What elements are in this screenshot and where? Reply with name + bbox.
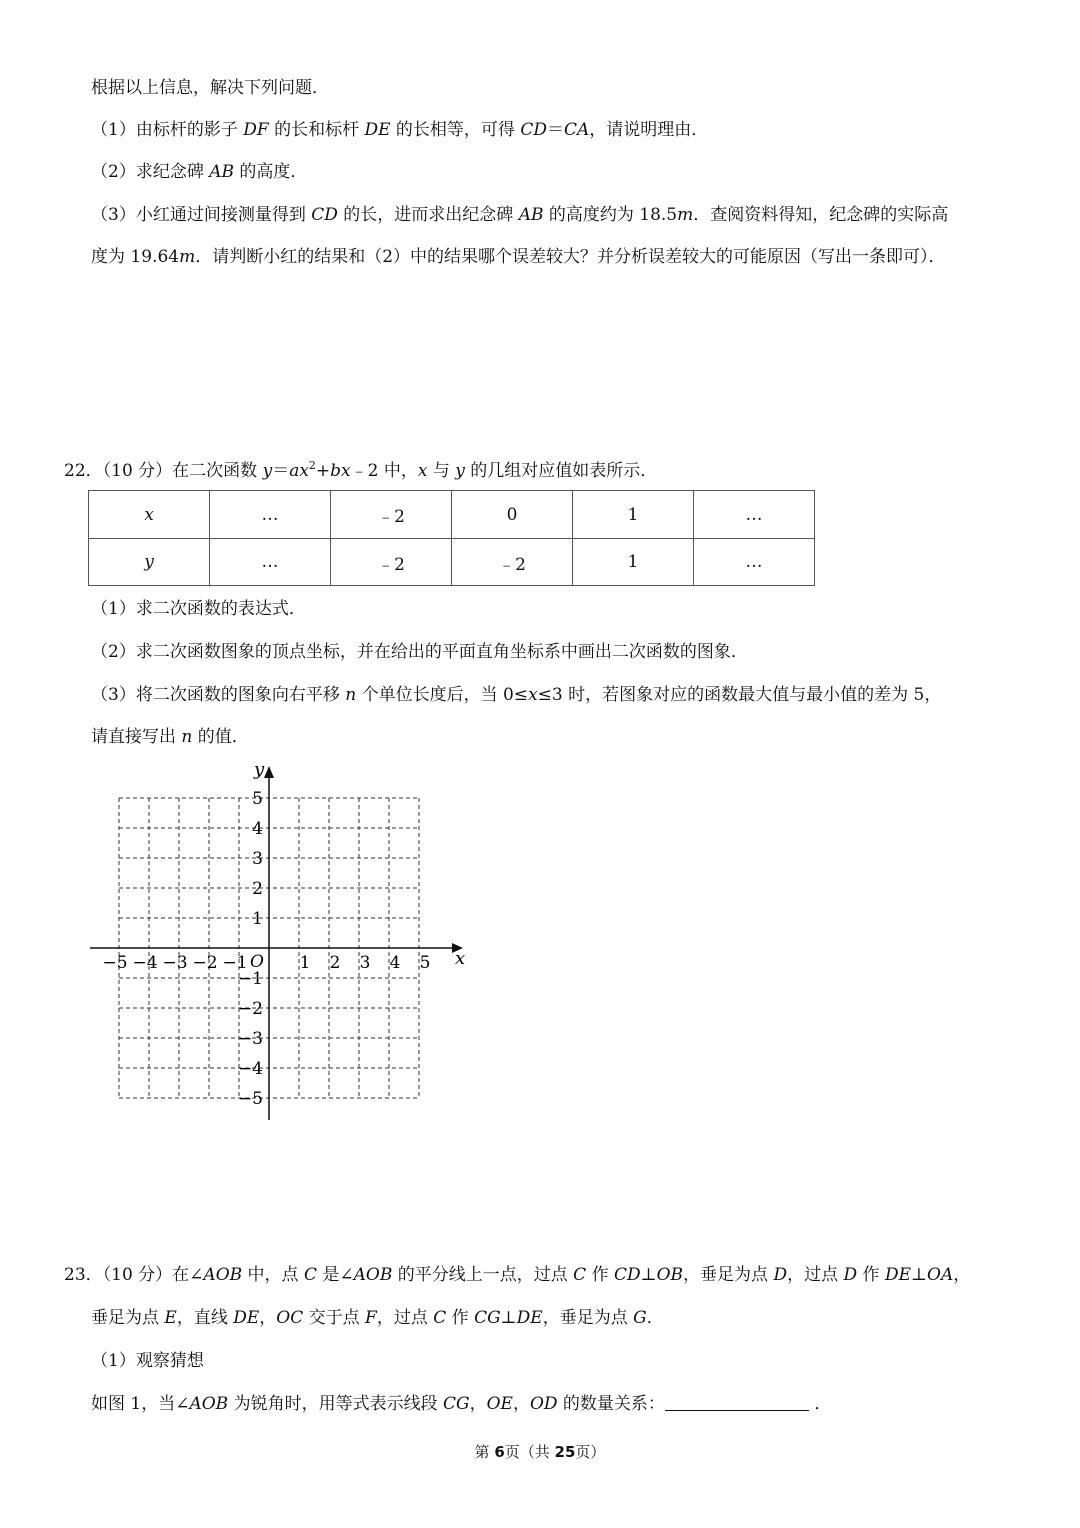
answer-blank[interactable]	[665, 1392, 809, 1411]
y-axis	[264, 766, 274, 1120]
y-tick-label: −5	[237, 1089, 263, 1109]
q23-part1: （1）观察猜想	[91, 1351, 204, 1371]
table-cell: …	[694, 491, 815, 539]
y-axis-label: y	[254, 759, 265, 780]
value-table	[88, 490, 815, 586]
x-tick-label: −2	[192, 953, 218, 973]
q23-line1: 23．（10 分）在∠AOB 中，点 C 是∠AOB 的平分线上一点，过点 C 作 CD⊥OB，垂足为点 D，过点 D 作 DE⊥OA，	[64, 1265, 971, 1285]
q23-line2: 垂足为点 E，直线 DE，OC 交于点 F，过点 C 作 CG⊥DE，垂足为点 G．	[91, 1308, 664, 1328]
x-axis	[90, 943, 463, 953]
y-tick-label: −1	[237, 969, 263, 989]
table-cell: …	[210, 539, 331, 586]
table-cell: ﹣2	[452, 539, 573, 586]
x-tick-label: −4	[132, 953, 158, 973]
q23-line4: 如图 1，当∠AOB 为锐角时，用等式表示线段 CG，OE，OD 的数量关系： ．	[91, 1394, 832, 1414]
table-cell: x	[89, 491, 210, 539]
y-tick-label: 2	[252, 879, 263, 899]
y-tick-label: 4	[252, 819, 263, 839]
intro-line: 根据以上信息，解决下列问题．	[91, 78, 329, 98]
y-axis-arrow-icon	[264, 766, 274, 778]
x-tick-label: −1	[222, 953, 248, 973]
q21-part3-line2: 度为 19.64m．请判断小红的结果和（2）中的结果哪个误差较大？并分析误差较大的可能原因（写出一条即可）．	[91, 247, 946, 267]
y-tick-label: −3	[237, 1029, 263, 1049]
x-tick-label: 4	[389, 953, 401, 973]
x-axis-label: x	[455, 948, 466, 969]
x-tick-label: −3	[162, 953, 188, 973]
x-tick-label: 2	[329, 953, 341, 973]
q21-part3-line1: （3）小红通过间接测量得到 CD 的长，进而求出纪念碑 AB 的高度约为 18.5m．查阅资料得知，纪念碑的实际高	[91, 205, 949, 225]
table-cell: y	[89, 539, 210, 586]
table-cell: ﹣2	[331, 539, 452, 586]
table-cell: 1	[573, 539, 694, 586]
q21-part2: （2）求纪念碑 AB 的高度．	[91, 162, 308, 182]
y-tick-label: 5	[252, 789, 263, 809]
table-cell: 0	[452, 491, 573, 539]
table-cell: …	[210, 491, 331, 539]
q21-part1: （1）由标杆的影子 DF 的长和标杆 DE 的长相等，可得 CD＝CA，请说明理由．	[91, 120, 709, 140]
q22-part1: （1）求二次函数的表达式．	[91, 599, 306, 619]
x-tick-label: 5	[419, 953, 431, 973]
page-footer: 第 6页（共 25页）	[474, 1443, 606, 1461]
table-cell: ﹣2	[331, 491, 452, 539]
table-row-x	[89, 491, 815, 539]
x-tick-label: 1	[299, 953, 311, 973]
table-row-y	[89, 539, 815, 586]
q22-heading: 22．（10 分）在二次函数 $y=ax^2+bx﹣2$ 中，x 与 y 的几组对应值如表所示．	[64, 459, 658, 481]
y-tick-label: −2	[237, 999, 263, 1019]
q22-part3-line2: 请直接写出 n 的值．	[91, 727, 249, 747]
x-tick-label: 3	[359, 953, 371, 973]
coordinate-grid	[80, 755, 480, 1125]
x-tick-label: −5	[102, 953, 128, 973]
table-cell: …	[694, 539, 815, 586]
q22-part3-line1: （3）将二次函数的图象向右平移 n 个单位长度后，当 0≤x≤3 时，若图象对应的函数最大值与最小值的差为 5，	[91, 685, 942, 705]
y-tick-label: 3	[252, 849, 263, 869]
table-cell: 1	[573, 491, 694, 539]
y-tick-label: 1	[252, 909, 263, 929]
origin-label: O	[250, 952, 264, 972]
q22-part2: （2）求二次函数图象的顶点坐标，并在给出的平面直角坐标系中画出二次函数的图象．	[91, 642, 748, 662]
y-tick-label: −4	[237, 1059, 263, 1079]
